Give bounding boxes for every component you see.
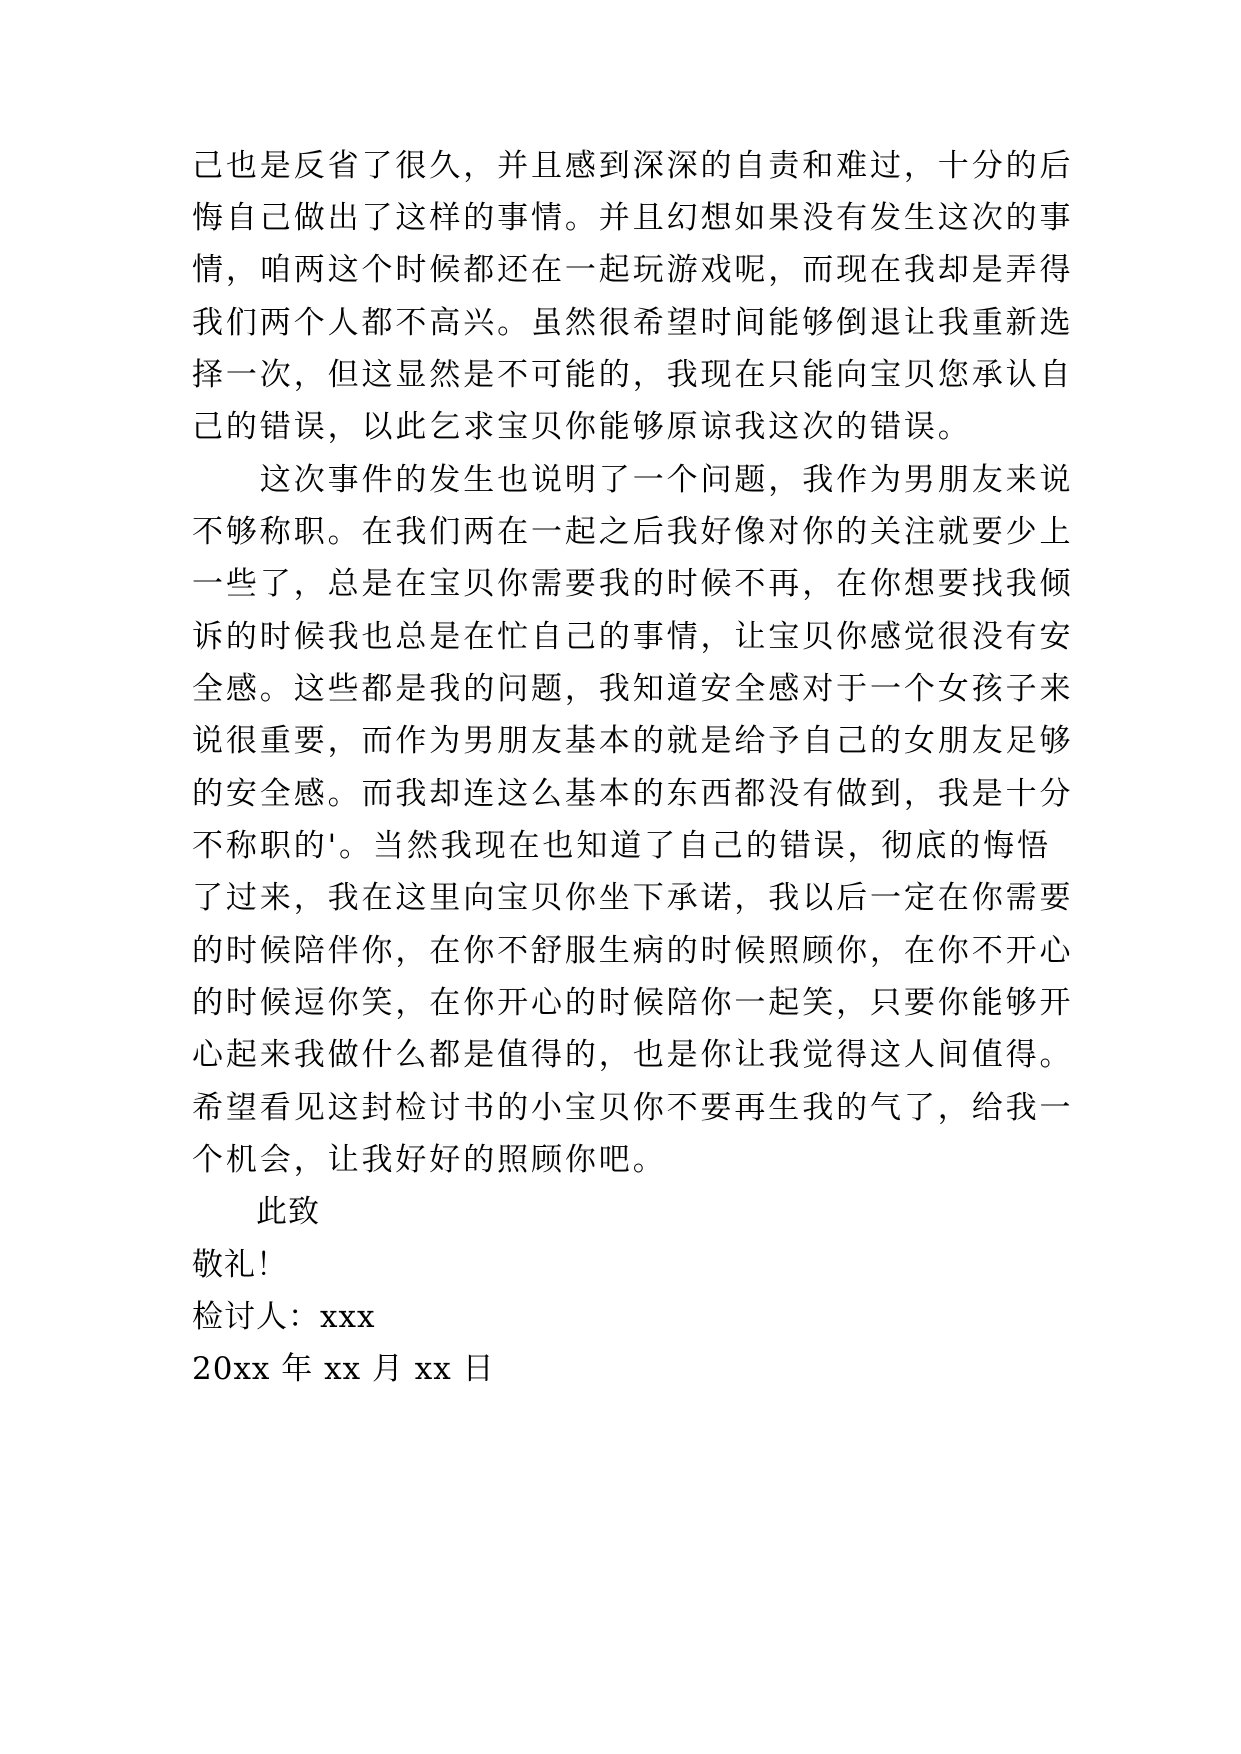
body-line: 说很重要，而作为男朋友基本的就是给予自己的女朋友足够	[192, 723, 1074, 759]
body-line: 了过来，我在这里向宝贝你坐下承诺，我以后一定在你需要	[192, 880, 1074, 916]
body-line: 择一次，但这显然是不可能的，我现在只能向宝贝您承认自	[192, 357, 1074, 393]
body-line: 一些了，总是在宝贝你需要我的时候不再，在你想要找我倾	[192, 566, 1074, 602]
body-line: 这次事件的发生也说明了一个问题，我作为男朋友来说	[192, 462, 1074, 498]
body-line: 己也是反省了很久，并且感到深深的自责和难过，十分的后	[192, 148, 1074, 184]
closing-phrase: 此致	[192, 1194, 320, 1230]
body-line: 的时候陪伴你，在你不舒服生病的时候照顾你，在你不开心	[192, 933, 1074, 969]
body-line: 己的错误，以此乞求宝贝你能够原谅我这次的错误。	[192, 409, 972, 445]
body-line: 我们两个人都不高兴。虽然很希望时间能够倒退让我重新选	[192, 305, 1074, 341]
body-line: 全感。这些都是我的问题，我知道安全感对于一个女孩子来	[192, 671, 1074, 707]
body-line: 心起来我做什么都是值得的，也是你让我觉得这人间值得。	[192, 1037, 1074, 1073]
signer-line: 检讨人：xxx	[192, 1299, 376, 1335]
date-line: 20xx 年 xx 月 xx 日	[192, 1351, 495, 1387]
body-line: 不够称职。在我们两在一起之后我好像对你的关注就要少上	[192, 514, 1074, 550]
body-line: 不称职的'。当然我现在也知道了自己的错误，彻底的悔悟	[192, 828, 1051, 864]
salutation: 敬礼！	[192, 1247, 288, 1283]
body-line: 个机会，让我好好的照顾你吧。	[192, 1142, 667, 1178]
body-line: 的安全感。而我却连这么基本的东西都没有做到，我是十分	[192, 776, 1074, 812]
body-line: 的时候逗你笑，在你开心的时候陪你一起笑，只要你能够开	[192, 985, 1074, 1021]
body-line: 情，咱两这个时候都还在一起玩游戏呢，而现在我却是弄得	[192, 252, 1074, 288]
body-line: 悔自己做出了这样的事情。并且幻想如果没有发生这次的事	[192, 200, 1074, 236]
body-line: 希望看见这封检讨书的小宝贝你不要再生我的气了，给我一	[192, 1090, 1074, 1126]
body-line: 诉的时候我也总是在忙自己的事情，让宝贝你感觉很没有安	[192, 619, 1074, 655]
